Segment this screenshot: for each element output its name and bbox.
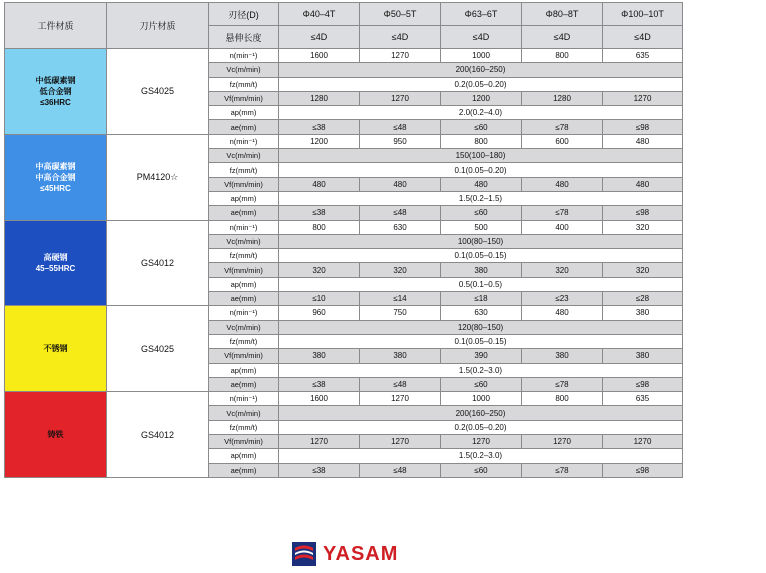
parameter-label: ae(mm) xyxy=(209,292,279,306)
parameter-value: 380 xyxy=(603,349,683,363)
parameter-value: 800 xyxy=(441,134,522,148)
parameter-value: 1270 xyxy=(279,435,360,449)
parameter-value: 480 xyxy=(441,177,522,191)
parameter-value: 380 xyxy=(603,306,683,320)
parameter-value: ≤38 xyxy=(279,120,360,134)
parameter-value: 630 xyxy=(441,306,522,320)
parameter-label: Vc(m/min) xyxy=(209,406,279,420)
parameter-value: 1200 xyxy=(441,91,522,105)
parameter-value: 800 xyxy=(522,49,603,63)
parameter-value: ≤10 xyxy=(279,292,360,306)
parameter-value: 1280 xyxy=(279,91,360,105)
parameter-value: ≤38 xyxy=(279,206,360,220)
parameter-label: Vf(mm/min) xyxy=(209,349,279,363)
insert-grade-cell: GS4025 xyxy=(107,306,209,392)
workpiece-material-cell xyxy=(5,220,107,306)
parameter-value: 0.1(0.05–0.15) xyxy=(279,249,683,263)
insert-grade-cell: GS4025 xyxy=(107,49,209,135)
parameter-value: 1270 xyxy=(360,49,441,63)
parameter-value: ≤23 xyxy=(522,292,603,306)
parameter-label: n(min⁻¹) xyxy=(209,220,279,234)
parameter-value: 1270 xyxy=(360,392,441,406)
insert-grade-cell: GS4012 xyxy=(107,392,209,478)
parameter-value: 320 xyxy=(279,263,360,277)
parameter-value: ≤60 xyxy=(441,377,522,391)
parameter-value: 635 xyxy=(603,392,683,406)
parameter-value: 1270 xyxy=(603,435,683,449)
cutting-parameters-table xyxy=(4,2,683,478)
parameter-value: 380 xyxy=(360,349,441,363)
parameter-value: ≤98 xyxy=(603,120,683,134)
parameter-value: 120(80–150) xyxy=(279,320,683,334)
overhang-value: ≤4D xyxy=(360,26,441,49)
parameter-label: Vf(mm/min) xyxy=(209,263,279,277)
parameter-label: Vf(mm/min) xyxy=(209,435,279,449)
size-header: Φ100–10T xyxy=(603,3,683,26)
material-label-line: 中高合金钢 xyxy=(35,172,76,182)
parameter-label: Vc(m/min) xyxy=(209,63,279,77)
parameter-value: 320 xyxy=(360,263,441,277)
brand-name: YASAM xyxy=(323,542,399,565)
overhang-value: ≤4D xyxy=(603,26,683,49)
parameter-label: ae(mm) xyxy=(209,463,279,477)
table-row xyxy=(5,134,683,148)
insert-grade-header: 刀片材质 xyxy=(107,3,209,49)
parameter-value: 1270 xyxy=(441,435,522,449)
parameter-label: fz(mm/t) xyxy=(209,334,279,348)
parameter-value: ≤60 xyxy=(441,463,522,477)
overhang-label: 悬伸长度 xyxy=(209,26,279,49)
parameter-value: 1600 xyxy=(279,49,360,63)
parameter-label: Vc(m/min) xyxy=(209,234,279,248)
parameter-label: ap(mm) xyxy=(209,106,279,120)
workpiece-material-cell xyxy=(5,306,107,392)
parameter-value: 1270 xyxy=(522,435,603,449)
material-label-line: 中低碳素钢 xyxy=(35,75,76,85)
parameter-value: ≤38 xyxy=(279,377,360,391)
parameter-value: 0.2(0.05–0.20) xyxy=(279,77,683,91)
parameter-value: 480 xyxy=(603,177,683,191)
parameter-value: 0.2(0.05–0.20) xyxy=(279,420,683,434)
workpiece-material-header: 工件材质 xyxy=(5,3,107,49)
material-label-line: ≤45HRC xyxy=(40,183,71,193)
parameter-value: ≤48 xyxy=(360,206,441,220)
parameter-value: 480 xyxy=(522,306,603,320)
parameter-value: 320 xyxy=(603,263,683,277)
parameter-value: 1.5(0.2–3.0) xyxy=(279,363,683,377)
parameter-label: fz(mm/t) xyxy=(209,77,279,91)
parameter-value: 100(80–150) xyxy=(279,234,683,248)
parameter-value: 635 xyxy=(603,49,683,63)
parameter-value: 600 xyxy=(522,134,603,148)
parameter-value: ≤48 xyxy=(360,120,441,134)
parameter-value: 480 xyxy=(522,177,603,191)
parameter-label: fz(mm/t) xyxy=(209,420,279,434)
parameter-value: ≤98 xyxy=(603,377,683,391)
workpiece-material-cell xyxy=(5,134,107,220)
parameter-value: 320 xyxy=(603,220,683,234)
parameter-value: 1270 xyxy=(360,435,441,449)
parameter-value: ≤60 xyxy=(441,120,522,134)
parameter-value: 1280 xyxy=(522,91,603,105)
parameter-label: fz(mm/t) xyxy=(209,163,279,177)
parameter-label: Vc(m/min) xyxy=(209,149,279,163)
material-label-line: 低合金钢 xyxy=(39,86,72,96)
parameter-value: ≤78 xyxy=(522,120,603,134)
parameter-label: ap(mm) xyxy=(209,449,279,463)
parameter-value: 1.5(0.2–3.0) xyxy=(279,449,683,463)
parameter-value: 1600 xyxy=(279,392,360,406)
parameter-value: ≤98 xyxy=(603,463,683,477)
material-label-line: 铸铁 xyxy=(47,430,64,440)
parameter-value: 320 xyxy=(522,263,603,277)
parameter-value: ≤98 xyxy=(603,206,683,220)
parameter-value: 150(100–180) xyxy=(279,149,683,163)
size-header: Φ50–5T xyxy=(360,3,441,26)
workpiece-material-cell xyxy=(5,49,107,135)
parameter-label: ae(mm) xyxy=(209,120,279,134)
parameter-value: 380 xyxy=(279,349,360,363)
parameter-value: 1.5(0.2–1.5) xyxy=(279,191,683,205)
parameter-label: n(min⁻¹) xyxy=(209,306,279,320)
table-row xyxy=(5,49,683,63)
table-row xyxy=(5,306,683,320)
parameter-value: 380 xyxy=(522,349,603,363)
parameter-value: 1270 xyxy=(603,91,683,105)
size-header: Φ63–6T xyxy=(441,3,522,26)
size-header: Φ80–8T xyxy=(522,3,603,26)
parameter-label: ae(mm) xyxy=(209,377,279,391)
overhang-value: ≤4D xyxy=(279,26,360,49)
parameter-value: 390 xyxy=(441,349,522,363)
parameter-label: ap(mm) xyxy=(209,363,279,377)
table-row xyxy=(5,220,683,234)
parameter-value: 0.1(0.05–0.20) xyxy=(279,163,683,177)
parameter-value: 950 xyxy=(360,134,441,148)
parameter-value: 480 xyxy=(279,177,360,191)
parameter-label: ap(mm) xyxy=(209,277,279,291)
parameter-value: 2.0(0.2–4.0) xyxy=(279,106,683,120)
parameter-value: 1200 xyxy=(279,134,360,148)
parameter-value: 750 xyxy=(360,306,441,320)
table-row xyxy=(5,392,683,406)
parameter-value: 0.5(0.1–0.5) xyxy=(279,277,683,291)
parameter-label: n(min⁻¹) xyxy=(209,134,279,148)
overhang-value: ≤4D xyxy=(522,26,603,49)
parameter-label: n(min⁻¹) xyxy=(209,392,279,406)
parameter-value: ≤18 xyxy=(441,292,522,306)
material-label-line: 45–55HRC xyxy=(35,263,76,273)
parameter-label: Vf(mm/min) xyxy=(209,177,279,191)
parameter-value: 0.1(0.05–0.15) xyxy=(279,334,683,348)
material-label-line: 中高碳素钢 xyxy=(35,161,76,171)
parameter-value: 400 xyxy=(522,220,603,234)
parameter-value: 800 xyxy=(279,220,360,234)
insert-grade-cell: GS4012 xyxy=(107,220,209,306)
parameter-value: 960 xyxy=(279,306,360,320)
insert-grade-cell: PM4120☆ xyxy=(107,134,209,220)
size-header: Φ40–4T xyxy=(279,3,360,26)
brand-logo xyxy=(292,542,398,566)
overhang-value: ≤4D xyxy=(441,26,522,49)
parameter-value: 480 xyxy=(603,134,683,148)
parameter-value: ≤78 xyxy=(522,377,603,391)
material-label-line: 高硬钢 xyxy=(43,252,68,262)
material-label-line: 不锈钢 xyxy=(43,344,68,354)
parameter-label: fz(mm/t) xyxy=(209,249,279,263)
parameter-label: Vc(m/min) xyxy=(209,320,279,334)
diameter-label: 刃径(D) xyxy=(209,3,279,26)
yasam-logo-icon xyxy=(292,542,316,566)
parameter-value: ≤14 xyxy=(360,292,441,306)
parameter-value: 500 xyxy=(441,220,522,234)
parameter-value: ≤28 xyxy=(603,292,683,306)
parameter-value: 1270 xyxy=(360,91,441,105)
parameter-label: ap(mm) xyxy=(209,191,279,205)
parameter-value: ≤48 xyxy=(360,463,441,477)
parameter-label: Vf(mm/min) xyxy=(209,91,279,105)
parameter-value: 480 xyxy=(360,177,441,191)
material-label-line: ≤36HRC xyxy=(40,97,71,107)
parameter-value: 200(160–250) xyxy=(279,406,683,420)
parameter-value: 630 xyxy=(360,220,441,234)
parameter-value: ≤78 xyxy=(522,206,603,220)
table-body xyxy=(5,49,683,478)
parameter-value: 1000 xyxy=(441,392,522,406)
parameter-value: ≤38 xyxy=(279,463,360,477)
parameter-value: 800 xyxy=(522,392,603,406)
workpiece-material-cell xyxy=(5,392,107,478)
parameter-label: ae(mm) xyxy=(209,206,279,220)
parameter-value: 1000 xyxy=(441,49,522,63)
parameter-value: ≤78 xyxy=(522,463,603,477)
parameter-value: ≤60 xyxy=(441,206,522,220)
parameter-label: n(min⁻¹) xyxy=(209,49,279,63)
parameter-value: 380 xyxy=(441,263,522,277)
parameter-value: 200(160–250) xyxy=(279,63,683,77)
parameter-value: ≤48 xyxy=(360,377,441,391)
